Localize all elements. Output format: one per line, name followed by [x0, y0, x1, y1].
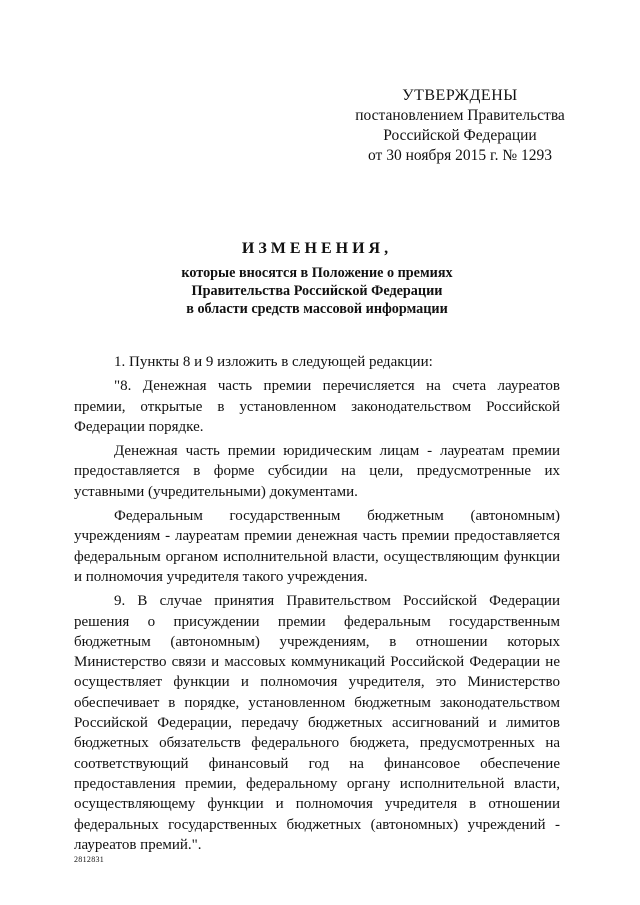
paragraph-5: 9. В случае принятия Правительством Российской Федерации решения о присуждении премии федеральным государственным бюджетным (автономным) учреждениям, в отношении которых Министерство связи и массовых коммуникаций Российской Федерации не осуществляет функции и полномочия учредителя, это Министерство обеспечивает в порядке, установленном бюджетным законодательством Российской Федерации, передачу бюджетных ассигнований и лимитов бюджетных обязательств федерального бюджета, предусмотренных на соответствующий финансовый год на финансовое обеспечение предоставления премии, федеральному органу исполнительной власти, осуществляющему функции и полномочия учредителя в отношении федеральных государственных бюджетных (автономных) учреждений - лауреатов премий.". — [74, 593, 560, 853]
paragraph-2: "8. Денежная часть премии перечисляется на счета лауреатов премии, открытые в установленном законодательством Российской Федерации порядке. — [74, 378, 560, 435]
paragraph-1: 1. Пункты 8 и 9 изложить в следующей редакции: — [114, 354, 433, 370]
approval-line-3: от 30 ноября 2015 г. № 1293 — [368, 147, 552, 164]
title-main: ИЗМЕНЕНИЯ, — [241, 240, 393, 257]
footer-document-code: 2812831 — [74, 855, 105, 864]
approval-heading: УТВЕРЖДЕНЫ — [402, 87, 518, 104]
document-body — [74, 352, 560, 859]
approval-stamp — [330, 86, 590, 166]
approval-line-2: Российской Федерации — [383, 127, 537, 144]
paragraph-3: Денежная часть премии юридическим лицам - лауреатам премии предоставляется в форме субсидии на цели, предусмотренные их уставными (учредительными) документами. — [74, 443, 560, 500]
title-sub-line-3: в области средств массовой информации — [186, 301, 448, 317]
title-sub-line-1: которые вносятся в Положение о премиях — [181, 265, 453, 281]
document-title — [74, 238, 560, 318]
title-sub-line-2: Правительства Российской Федерации — [191, 283, 443, 299]
paragraph-4: Федеральным государственным бюджетным (автономным) учреждениям - лауреатам премии денежная часть премии предоставляется федеральным органом исполнительной власти, осуществляющим функции и полномочия учредителя такого учреждения. — [74, 508, 560, 585]
approval-line-1: постановлением Правительства — [355, 107, 565, 124]
